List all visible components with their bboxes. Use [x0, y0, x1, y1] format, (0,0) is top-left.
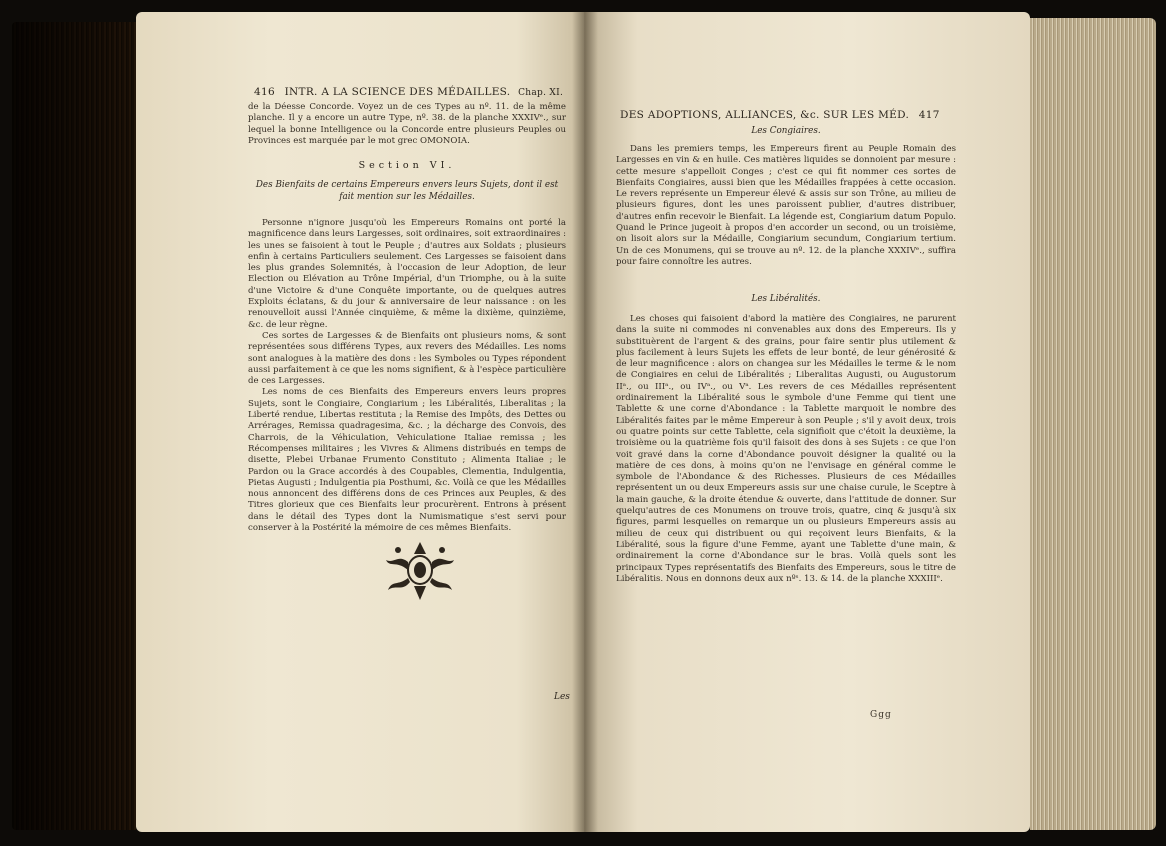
- right-paragraph-2: Les choses qui faisoient d'abord la matière des Congiaires, ne parurent dans la suite ni commodes ni convenables aux dons des Empereurs. Ils y substituèrent de l'argent & des grains, pour faire sentir plus utilement & plus facilement à leurs Sujets les effets de leur bonté, de leur générosité & de leur magnificence : alors on changea sur les Médailles le terme & le nom de Congiaires en celui de Libéralités ; Liberalitas Augusti, ou Augustorum IIᵃ., ou IIIᵃ., ou IVᵃ., ou Vᵃ. Les revers de ces Médailles représentent ordinairement la Libéralité sous le symbole d'une Femme qui tient une Tablette & une corne d'Abondance : la Tablette marquoit le nombre des Libéralités faites par le même Empereur à son Peuple ; s'il y avoit deux, trois ou quatre points sur cette Tablette, cela signifioit que c'étoit la deuxième, la troisième ou la quatrième fois qu'il faisoit des dons à ses Sujets : ce que l'on voit gravé dans la corne d'Abondance pouvoit désigner la qualité ou la matière de ces dons, à moins qu'on ne l'envisage en général comme le symbole de l'Abondance & des Richesses. Plusieurs de ces Médailles représentent un ou deux Empereurs assis sur une chaise curule, le Sceptre à la main gauche, & la droite étendue & ouverte, dans l'attitude de donner. Sur quelqu'autres de ces Monumens on trouve trois, quatre, cinq & jusqu'à six figures, parmi lesquelles on remarque un ou plusieurs Empereurs assis au milieu de ceux qui distribuent ou qui reçoivent leurs Bienfaits, & la Libéralité, sous la figure d'une Femme, ayant une Tablette d'une main, & ordinairement la corne d'Abondance sur le bras. Voilà quels sont les principaux Types représentatifs des Bienfaits des Empereurs, sous le titre de Libéralitis. Nous en donnons deux aux nºˢ. 13. & 14. de la planche XXXIIIᵉ.: [616, 314, 956, 584]
- left-paragraph-2: Ces sortes de Largesses & de Bienfaits ont plusieurs noms, & sont représentées sous différens Types, aux revers des Médailles. Les noms sont analogues à la matière des dons : les Symboles ou Types répondent aussi parfaitement à ce que les noms signifient, & à l'espèce particulière de ces Largesses.: [248, 330, 566, 387]
- section-title: Des Bienfaits de certains Empereurs envers leurs Sujets, dont il est fait mention sur les Médailles.: [255, 180, 559, 202]
- right-page-edges: [1030, 18, 1156, 830]
- left-running-title: INTR. A LA SCIENCE DES MÉDAILLES.: [284, 86, 511, 98]
- left-running-head: [248, 86, 563, 98]
- right-page-number: 417: [918, 109, 940, 121]
- subheading-liberalites: Les Libéralités.: [751, 294, 821, 304]
- left-chapter: Chap. XI.: [518, 88, 564, 98]
- signature-mark: Ggg: [870, 710, 892, 720]
- right-running-head: [620, 109, 946, 121]
- section-heading: Section VI.: [358, 160, 456, 171]
- right-text-2: [616, 314, 956, 585]
- left-catchword: Les: [554, 692, 570, 702]
- right-text-1: [616, 144, 956, 268]
- left-page-edges: [12, 22, 136, 830]
- right-paragraph-1: Dans les premiers temps, les Empereurs firent au Peuple Romain des Largesses en vin & en huile. Ces matières liquides se donnoient par mesure : cette mesure s'appelloit Conges ; c'est ce qui fit nommer ces sortes de Bienfaits Congiaires, aussi bien que les Médailles frappées à cette occasion. Le revers représente un Empereur élevé & assis sur son Trône, au milieu de plusieurs figures, dont les unes paroissent publier, d'autres distribuer, d'autres enfin recevoir le Bienfait. La légende est, Congiarium datum Populo. Quand le Prince jugeoit à propos d'en accorder un second, ou un troisième, on lisoit alors sur la Médaille, Congiarium secundum, Congiarium tertium. Un de ces Monumens, qui se trouve au nº. 12. de la planche XXXIVᵉ., suffira pour faire connoître les autres.: [616, 144, 956, 267]
- ornament-vignette-icon: [384, 540, 456, 602]
- left-intro-text: [248, 102, 566, 147]
- left-intro-paragraph: de la Déesse Concorde. Voyez un de ces Types au nº. 11. de la même planche. Il y a encore un autre Type, nº. 38. de la planche XXXIVᵉ., sur lequel la bonne Intelligence ou la Concorde entre plusieurs Peuples ou Provinces est marquée par le mot grec ΟΜΟΝΟΙΑ.: [248, 102, 566, 146]
- left-page: [136, 12, 584, 832]
- left-body-text: [248, 218, 566, 534]
- left-paragraph-1: Personne n'ignore jusqu'où les Empereurs Romains ont porté la magnificence dans leurs Largesses, soit ordinaires, soit extraordinaires : les unes se faisoient à tout le Peuple ; d'autres aux Soldats ; plusieurs enfin à certains Particuliers seulement. Ces Largesses se faisoient dans les plus grandes Solemnités, à l'occasion de leur Adoption, de leur Election ou Elévation au Trône Impérial, d'un Triomphe, ou à la suite d'une Victoire & d'une Conquête importante, ou de quelques autres Exploits éclatans, & du jour & anniversaire de leur naissance : on les renouvelloit aussi l'Année cinquième, & même la dixième, quinzième, &c. de leur règne.: [248, 218, 566, 330]
- left-page-number: 416: [254, 86, 275, 98]
- left-paragraph-3: Les noms de ces Bienfaits des Empereurs envers leurs propres Sujets, sont le Congiaire, Congiarium ; les Libéralités, Liberalitas ; la Liberté rendue, Libertas restituta ; la Remise des Impôts, des Dettes ou Arrérages, Remissa quadragesima, &c. ; la décharge des Convois, des Charrois, de la Véhiculation, Vehiculatione Italiae remissa ; les Récompenses militaires ; les Vivres & Alimens distribués en temps de disette, Plebei Urbanae Frumento Constituto ; Alimenta Italiae ; le Pardon ou la Grace accordés à des Coupables, Clementia, Indulgentia, Pietas Augusti ; Indulgentia pia Posthumi, &c. Voilà ce que les Médailles nous annoncent des différens dons de ces Princes aux Peuples, & des Titres glorieux que ces Bienfaits leur procurèrent. Entrons à présent dans le détail des Types dont la Numismatique s'est servi pour conserver à la Postérité la mémoire de ces mêmes Bienfaits.: [248, 387, 566, 534]
- right-page: [584, 12, 1030, 832]
- right-running-title: DES ADOPTIONS, ALLIANCES, &c. SUR LES MÉD.: [620, 109, 910, 121]
- subheading-congiaires: Les Congiaires.: [751, 126, 821, 136]
